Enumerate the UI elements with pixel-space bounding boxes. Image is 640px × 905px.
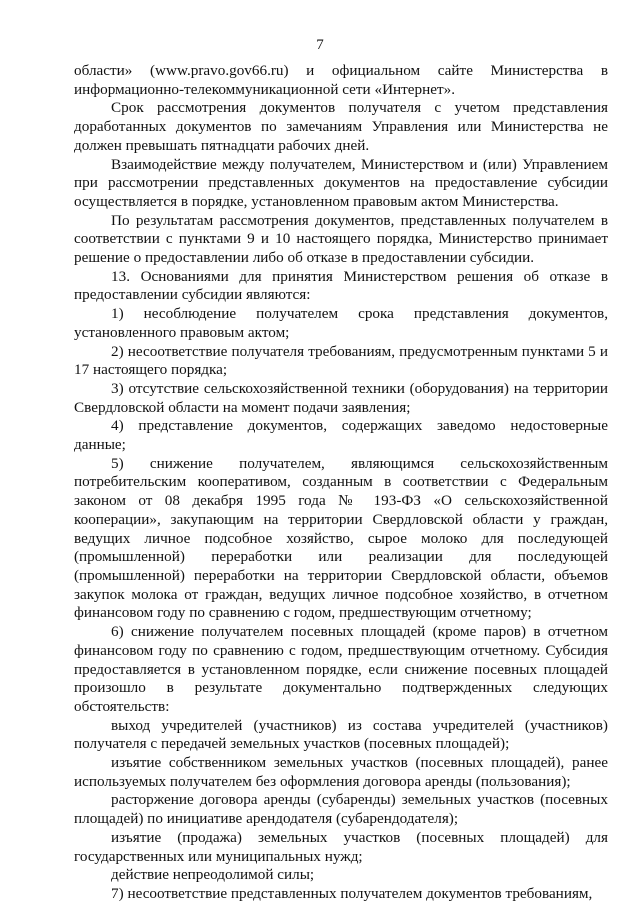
list-item-1: 1) несоблюдение получателем срока представления документов, установленного правовым актом; xyxy=(74,305,608,341)
sub-item-lease-termination: расторжение договора аренды (субаренды) земельных участков (посевных площадей) по инициативе арендодателя (субарендодателя); xyxy=(74,791,608,828)
sub-item-state-needs: изъятие (продажа) земельных участков (посевных площадей) для государственных или муниципальных нужд; xyxy=(74,828,608,865)
sub-item-founders-exit: выход учредителей (участников) из состава учредителей (участников) получателя с передачей земельных участков (посевных площадей); xyxy=(74,716,608,753)
sub-item-force-majeure: действие непреодолимой силы; xyxy=(111,866,315,884)
paragraph-review-period: Срок рассмотрения документов получателя с учетом представления доработанных документов по замечаниям Управления или Министерства не должен превышать пятнадцати рабочих дней. xyxy=(74,99,608,154)
list-item-4: 4) представление документов, содержащих заведомо недостоверные данные; xyxy=(74,417,608,454)
list-item-5: 5) снижение получателем, являющимся сельскохозяйственным потребительским кооперативом, созданным в соответствии с Федеральным законом от 08 декабря 1995 года № 193-ФЗ «О сельскохозяйственной кооперации», закупающим на территории Свердловской области у граждан, ведущих личное подсобное хозяйство, сырое молоко для последующей (промышленной) переработки или реализации для последующей (промышленной) переработки на территории Свердловской области, объемов закупок молока от граждан, ведущих личное подсобное хозяйство, в отчетном финансовом году по сравнению с годом, предшествующим отчетному; xyxy=(74,454,608,622)
paragraph-clause-13: 13. Основаниями для принятия Министерством решения об отказе в предоставлении субсидии являются: xyxy=(74,267,608,304)
document-body xyxy=(74,62,608,904)
page-number: 7 xyxy=(316,37,324,53)
list-item-7: 7) несоответствие представленных получателем документов требованиям, xyxy=(111,884,593,902)
list-item-2: 2) несоответствие получателя требованиям, предусмотренным пунктами 5 и 17 настоящего порядка; xyxy=(74,342,608,379)
paragraph-continuation: области» (www.pravo.gov66.ru) и официальном сайте Министерства в информационно-телекоммуникационной сети «Интернет». xyxy=(74,62,608,98)
paragraph-decision: По результатам рассмотрения документов, представленных получателем в соответствии с пунктами 9 и 10 настоящего порядка, Министерство принимает решение о предоставлении либо об отказе в предоставлении субсидии. xyxy=(74,211,608,267)
list-item-6: 6) снижение получателем посевных площадей (кроме паров) в отчетном финансовом году по сравнению с годом, предшествующим отчетному. Субсидия предоставляется в установленном порядке, если снижение посевных площадей произошло в результате документально подтвержденных следующих обстоятельств: xyxy=(74,623,608,715)
paragraph-interaction: Взаимодействие между получателем, Министерством и (или) Управлением при рассмотрении представленных документов на предоставление субсидии осуществляется в порядке, установленном правовым актом Министерства. xyxy=(74,155,608,210)
list-item-3: 3) отсутствие сельскохозяйственной техники (оборудования) на территории Свердловской области на момент подачи заявления; xyxy=(74,379,608,416)
sub-item-owner-withdrawal: изъятие собственником земельных участков (посевных площадей), ранее используемых получателем без оформления договора аренды (пользования); xyxy=(74,754,608,790)
